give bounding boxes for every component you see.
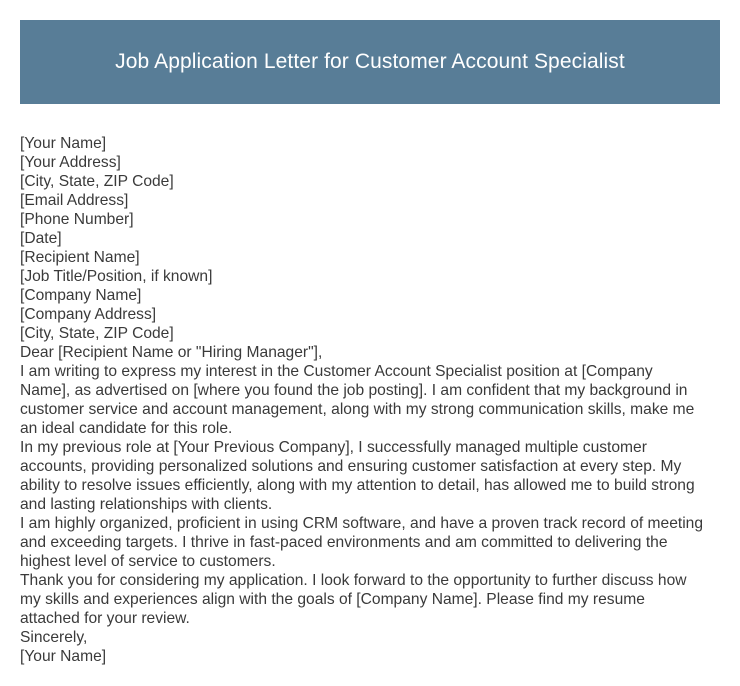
paragraph-line: Name], as advertised on [where you found the job posting]. I am confident that my background in	[20, 382, 688, 399]
paragraph-line: ability to resolve issues efficiently, along with my attention to detail, has allowed me to build strong	[20, 477, 695, 494]
recipient-address: [Company Address]	[20, 306, 157, 323]
title-banner	[20, 20, 720, 104]
paragraph-line: an ideal candidate for this role.	[20, 420, 233, 437]
body-paragraph-intro	[20, 362, 720, 438]
paragraph-line: In my previous role at [Your Previous Company], I successfully managed multiple customer	[20, 439, 647, 456]
page-title: Job Application Letter for Customer Account Specialist	[115, 50, 625, 73]
recipient-city-state-zip: [City, State, ZIP Code]	[20, 325, 174, 342]
paragraph-line: Thank you for considering my application. I look forward to the opportunity to further discuss how	[20, 572, 687, 589]
sender-name: [Your Name]	[20, 135, 107, 152]
paragraph-line: I am highly organized, proficient in using CRM software, and have a proven track record of meeting	[20, 515, 704, 532]
paragraph-line: customer service and account management, along with my strong communication skills, make me	[20, 401, 695, 418]
paragraph-line: attached for your review.	[20, 610, 190, 627]
paragraph-line: accounts, providing personalized solutions and ensuring customer satisfaction at every step. My	[20, 458, 682, 475]
recipient-company: [Company Name]	[20, 287, 142, 304]
body-paragraph-skills	[20, 514, 720, 571]
paragraph-line: I am writing to express my interest in the Customer Account Specialist position at [Company	[20, 363, 653, 380]
paragraph-line: and exceeding targets. I thrive in fast-paced environments and am committed to delivering the	[20, 534, 668, 551]
sender-phone: [Phone Number]	[20, 211, 134, 228]
recipient-name: [Recipient Name]	[20, 249, 140, 266]
sender-city-state-zip: [City, State, ZIP Code]	[20, 173, 174, 190]
body-paragraph-experience	[20, 438, 720, 514]
paragraph-line: and lasting relationships with clients.	[20, 496, 273, 513]
paragraph-line: my skills and experiences align with the goals of [Company Name]. Please find my resume	[20, 591, 645, 608]
paragraph-line: highest level of service to customers.	[20, 553, 276, 570]
closing: Sincerely,	[20, 629, 88, 646]
letter-date: [Date]	[20, 230, 62, 247]
salutation: Dear [Recipient Name or "Hiring Manager"],	[20, 344, 323, 361]
recipient-job-title: [Job Title/Position, if known]	[20, 268, 213, 285]
sender-email: [Email Address]	[20, 192, 129, 209]
letter-body	[20, 134, 720, 666]
sender-address: [Your Address]	[20, 154, 121, 171]
signature: [Your Name]	[20, 648, 107, 665]
body-paragraph-closing	[20, 571, 720, 628]
